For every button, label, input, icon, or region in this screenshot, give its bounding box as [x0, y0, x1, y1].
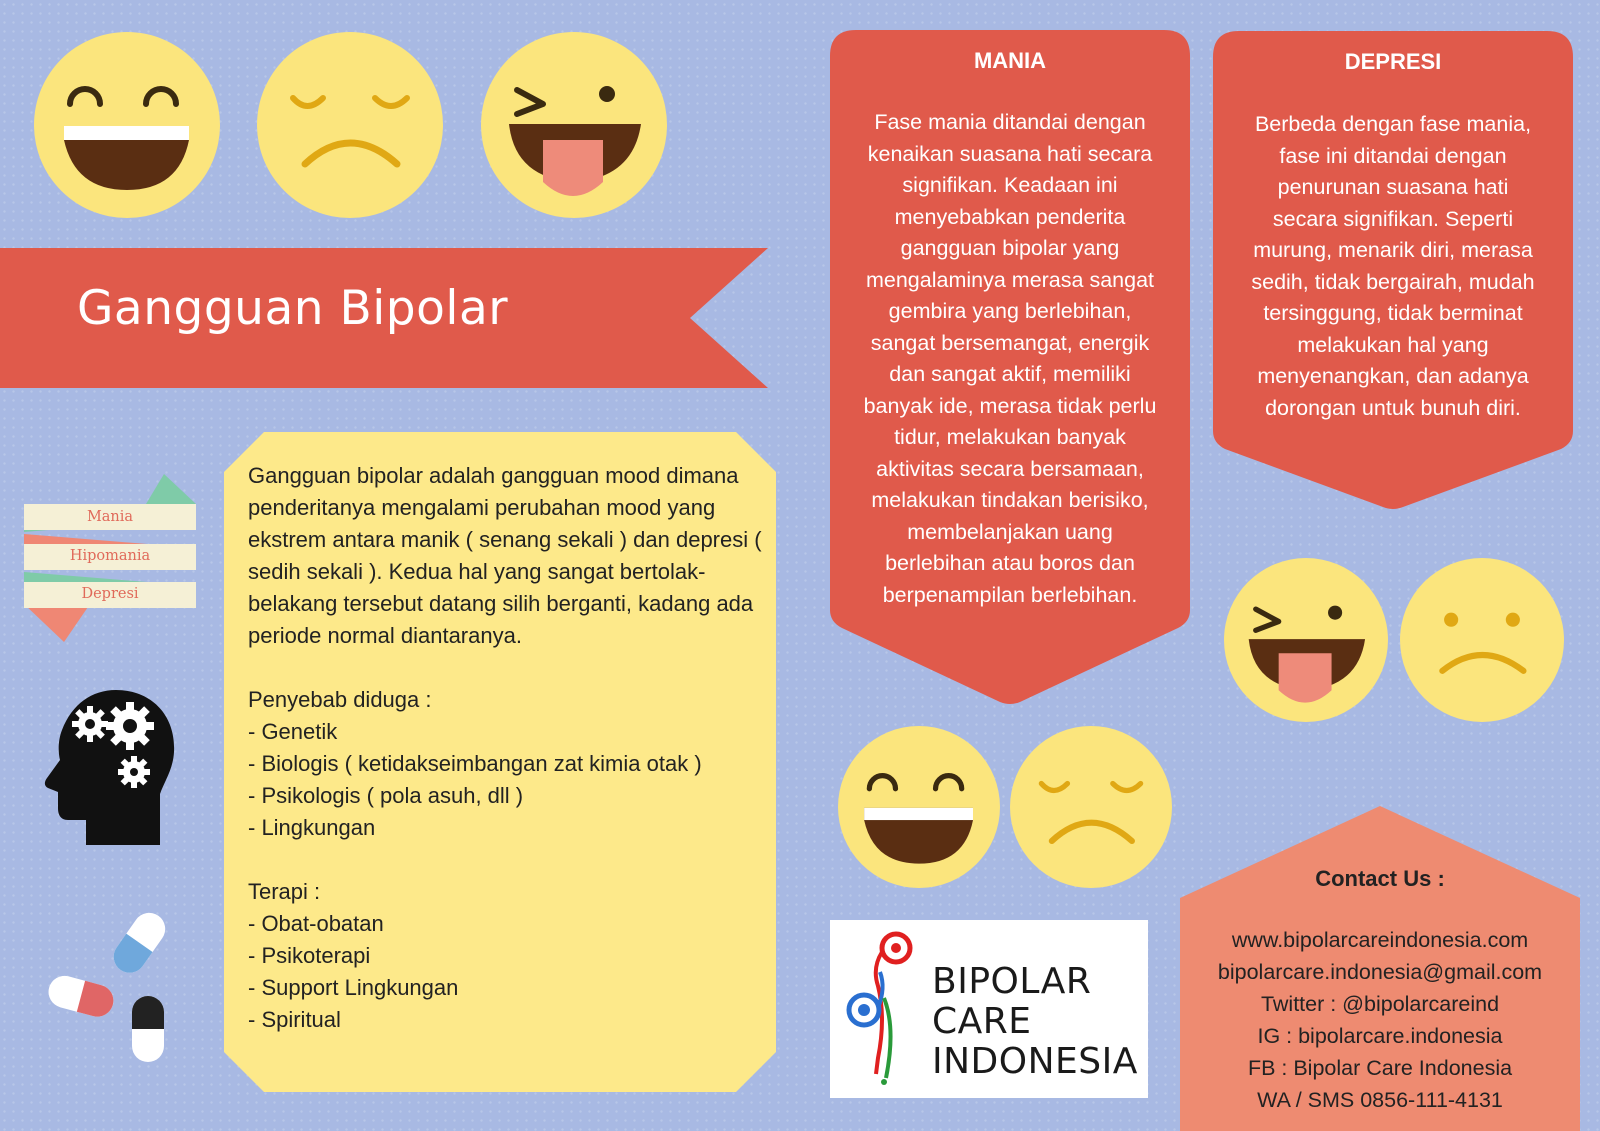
- cause-item: - Psikologis ( pola asuh, dll ): [248, 783, 524, 808]
- cause-item: - Biologis ( ketidakseimbangan zat kimia otak ): [248, 751, 702, 776]
- mania-title: MANIA: [973, 48, 1047, 73]
- contact-facebook: FB : Bipolar Care Indonesia: [1247, 1056, 1513, 1080]
- cause-item: - Genetik: [248, 719, 338, 744]
- depresi-text: Berbeda dengan fase mania, fase ini ditandai dengan penurunan suasana hati secara signifikan. Seperti murung, menarik diri, merasa sedih, tidak bergairah, mudah tersinggung, tidak berminat melakukan hal yang menyenangkan, dan adanya dorongan untuk bunuh diri.: [1251, 112, 1535, 420]
- winking-tongue-emoji-icon: [481, 32, 667, 218]
- therapy-item: - Spiritual: [248, 1007, 341, 1032]
- ribbon-item-mania: Mania: [86, 509, 134, 525]
- therapy-heading: Terapi :: [248, 879, 321, 904]
- definition-paragraph: Gangguan bipolar adalah gangguan mood dimana penderitanya mengalami perubahan mood yang ekstrem antara manik ( senang sekali ) dan depresi ( sedih sekali ). Kedua hal yang sangat bertolak-belakang tersebut datang silih berganti, kadang ada periode normal diantaranya.: [248, 463, 762, 648]
- contact-website: www.bipolarcareindonesia.com: [1231, 928, 1529, 952]
- therapy-item: - Obat-obatan: [248, 911, 384, 936]
- sad-emoji-icon: [257, 32, 443, 218]
- laughing-emoji-icon: [838, 726, 1000, 888]
- ribbon-item-depresi: Depresi: [81, 586, 139, 602]
- mania-text: Fase mania ditandai dengan kenaikan suasana hati secara signifikan. Keadaan ini menyebabkan penderita gangguan bipolar yang mengalaminya merasa sangat gembira yang berlebihan, sangat bersemangat, energik dan sangat aktif, memiliki banyak ide, merasa tidak perlu tidur, melakukan banyak aktivitas secara bersamaan, melakukan tindakan berisiko, membelanjakan uang berlebihan atau boros dan berpenampilan berlebihan.: [863, 110, 1157, 607]
- head-gears-icon: [44, 690, 178, 845]
- definition-text: [248, 460, 768, 1036]
- causes-heading: Penyebab diduga :: [248, 687, 432, 712]
- ribbon-item-hipomania: Hipomania: [69, 548, 151, 564]
- pill-icon: [40, 908, 180, 1068]
- contact-title: Contact Us :: [1315, 866, 1445, 891]
- contact-phone: WA / SMS 0856-111-4131: [1257, 1088, 1503, 1112]
- cause-item: - Lingkungan: [248, 815, 376, 840]
- logo-mark-icon: [838, 928, 928, 1090]
- therapy-item: - Psikoterapi: [248, 943, 371, 968]
- depresi-title: DEPRESI: [1344, 49, 1442, 74]
- contact-instagram: IG : bipolarcare.indonesia: [1257, 1024, 1503, 1048]
- sad-emoji-icon: [1010, 726, 1172, 888]
- contact-twitter: Twitter : @bipolarcareind: [1260, 992, 1500, 1016]
- contact-email: bipolarcare.indonesia@gmail.com: [1217, 960, 1543, 984]
- logo-line-care: CARE: [932, 1001, 1032, 1042]
- logo-line-indonesia: INDONESIA: [932, 1041, 1138, 1082]
- laughing-emoji-icon: [34, 32, 220, 218]
- therapy-item: - Support Lingkungan: [248, 975, 459, 1000]
- sad-emoji-icon: [1400, 558, 1564, 722]
- page-title: Gangguan Bipolar: [77, 281, 509, 336]
- logo-line-bipolar: BIPOLAR: [932, 961, 1092, 1002]
- winking-tongue-emoji-icon: [1224, 558, 1388, 722]
